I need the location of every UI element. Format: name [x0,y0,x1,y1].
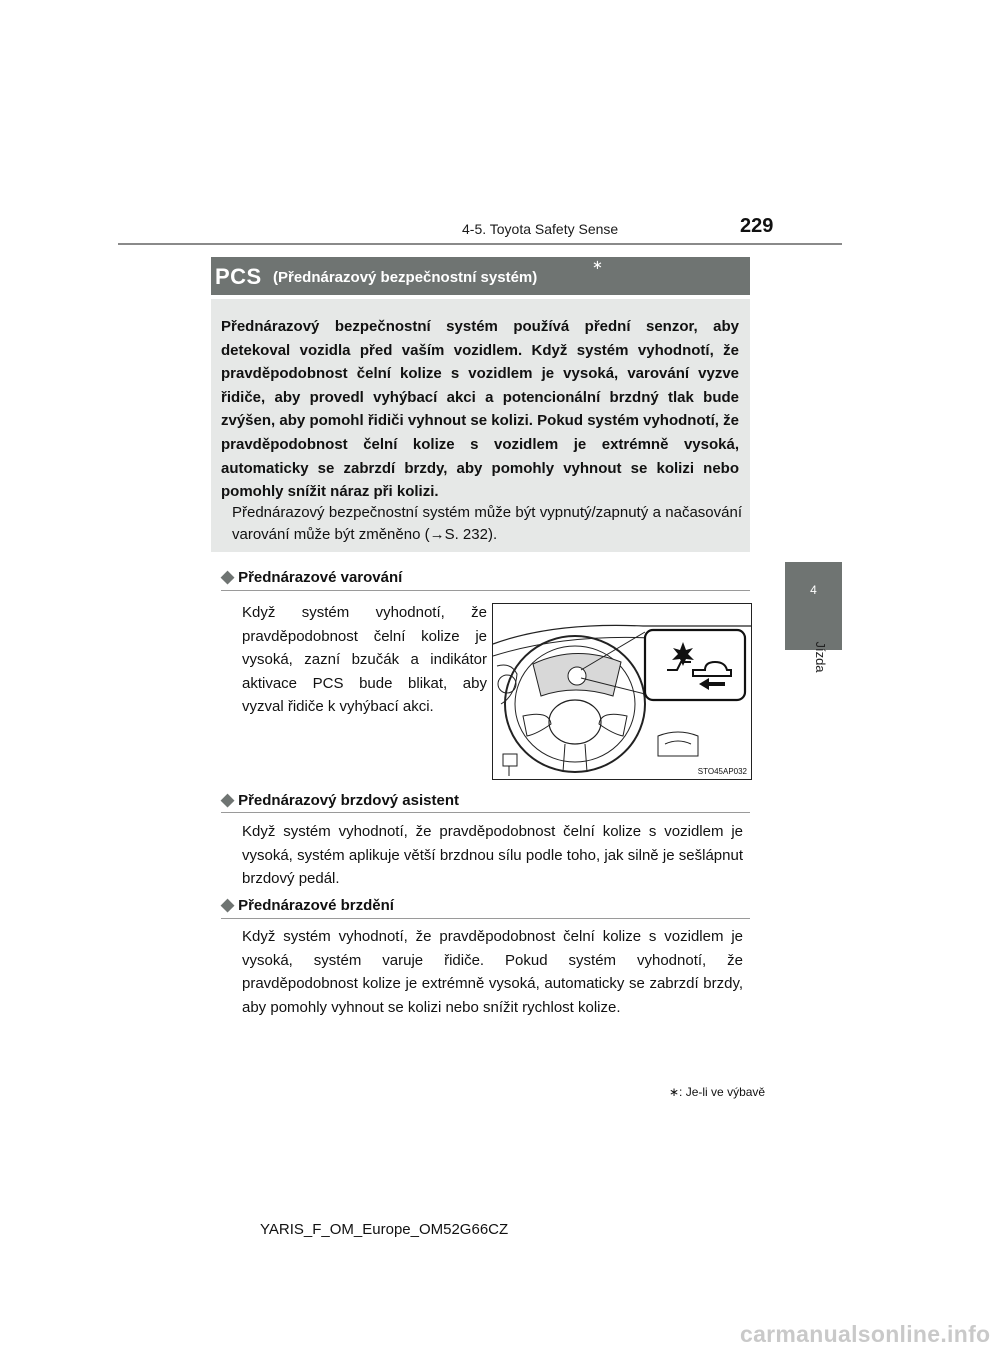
section-heading-text: Přednárazové varování [238,569,403,586]
diamond-bullet-icon: ◆ [221,790,235,809]
page-number: 229 [740,215,774,237]
section-divider [221,590,750,591]
dashboard-illustration [492,603,752,780]
section-heading-text: Přednárazové brzdění [238,897,394,914]
chapter-number: 4 [810,583,817,597]
header-divider [118,243,842,245]
watermark: carmanualsonline.info [740,1321,990,1347]
intro-summary: Přednárazový bezpečnostní systém používá přední senzor, aby detekoval vozidla před vaším vozidlem. Když systém vyhodnotí, že pravděpodobnost čelní kolize s vozidlem je vysoká, varování vyzve řidiče, aby provedl vyhýbací akci a potencionální brzdný tlak bude zvýšen, aby pomohl řidiči vyhnout se kolizi. Pokud systém vyhodnotí, že pravděpodobnost čelní kolize s vozidlem je extrémně vysoká, automaticky se zabrzdí brzdy, aby pomohly vyhnout se kolizi nebo pomohly snížit náraz při kolizi. [221,318,739,501]
intro-box [211,299,750,552]
section-title: PCS [215,264,262,289]
figure-code: STO45AP032 [697,767,747,776]
section-subtitle: (Přednárazový bezpečnostní systém) [273,269,538,286]
section-divider [221,812,750,813]
section-text-braking: Když systém vyhodnotí, že pravděpodobnost čelní kolize s vozidlem je vysoká, systém varuje řidiče. Pokud systém vyhodnotí, že pravděpodobnost kolize je extrémně vysoká, automaticky se zabrzdí brzdy, aby pomohly vyhnout se kolizi nebo snížit rychlost kolize. [242,928,743,1016]
running-header-section: 4-5. Toyota Safety Sense [462,221,619,237]
diamond-bullet-icon: ◆ [221,567,235,586]
section-heading-text: Přednárazový brzdový asistent [238,792,459,809]
optional-equipment-marker: ∗ [592,257,603,272]
section-divider [221,918,750,919]
footnote: ∗: Je-li ve výbavě [669,1085,766,1099]
section-title-bar [211,257,750,295]
diamond-bullet-icon: ◆ [221,895,235,914]
section-heading-brake-assist [221,790,459,810]
section-text-warning: Když systém vyhodnotí, že pravděpodobnost čelní kolize je vysoká, zazní bzučák a indikátor aktivace PCS bude blikat, aby vyzval řidiče k vyhýbací akci. [242,604,487,715]
intro-note: Přednárazový bezpečnostní systém může být vypnutý/zapnutý a načasování varování může být změněno (→S. 232). [232,504,742,543]
section-text-brake-assist: Když systém vyhodnotí, že pravděpodobnost čelní kolize s vozidlem je vysoká, systém aplikuje větší brzdnou sílu podle toho, jak silně je sešlápnut brzdový pedál. [242,823,743,887]
section-heading-warning [221,567,402,587]
document-id: YARIS_F_OM_Europe_OM52G66CZ [260,1221,509,1238]
steering-wheel-illustration [493,604,751,779]
section-heading-braking [221,895,394,915]
chapter-label: Jízda [813,641,828,673]
